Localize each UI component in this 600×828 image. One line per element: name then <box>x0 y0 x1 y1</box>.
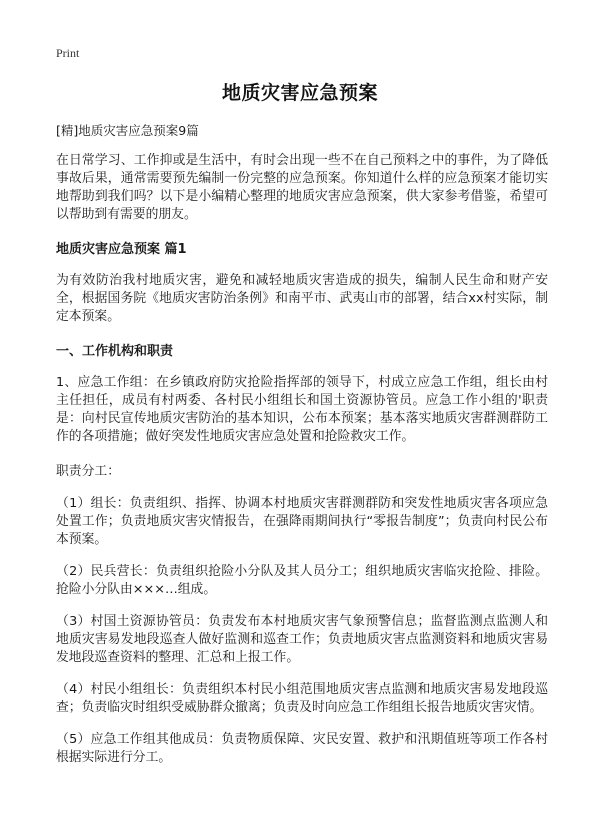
section-paragraph: 1、应急工作组：在乡镇政府防灾抢险指挥部的领导下，村成立应急工作组，组长由村主任担任，成员有村两委、各村民小组组长和国土资源协管员。应急工作小组的'职责是：向村民宣传地质灾害防治的基本知识，公布本预案；基本落实地质灾害群测群防工作的各项措施；做好突发性地质灾害应急处置和抢险救灾工作。 <box>56 375 548 444</box>
document-subtitle: [精]地质灾害应急预案9篇 <box>56 123 199 138</box>
intro-paragraph: 在日常学习、工作抑或是生活中，有时会出现一些不在自己预料之中的事件，为了降低事故后果，通常需要预先编制一份完整的应急预案。你知道什么样的应急预案才能切实地帮助到我们吗？以下是小编精心整理的地质灾害应急预案，供大家参考借鉴，希望可以帮助到有需要的朋友。 <box>56 153 548 222</box>
duty-item: （3）村国土资源协管员：负责发布本村地质灾害气象预警信息；监督监测点监测人和地质灾害易发地段巡查人做好监测和巡查工作；负责地质灾害点监测资料和地质灾害易发地段巡查资料的整理、汇总和上报工作。 <box>56 614 548 665</box>
duty-item: （5）应急工作组其他成员：负责物质保障、灾民安置、救护和汛期值班等项工作各村根据实际进行分工。 <box>56 732 548 765</box>
section-heading: 一、工作机构和职责 <box>56 344 174 359</box>
duty-item: （2）民兵营长：负责组织抢险小分队及其人员分工；组织地质灾害临灾抢险、排险。抢险小分队由×××…组成。 <box>56 564 548 597</box>
duty-item: （4）村民小组组长：负责组织本村民小组范围地质灾害点监测和地质灾害易发地段巡查；负责临灾时组织受威胁群众撤离；负责及时向应急工作组组长报告地质灾害灾情。 <box>56 682 548 715</box>
document-body <box>56 122 548 781</box>
page-title: 地质灾害应急预案 <box>221 82 378 104</box>
print-link[interactable]: Print <box>56 46 80 60</box>
duties-label: 职责分工： <box>56 464 120 479</box>
article-heading: 地质灾害应急预案 篇1 <box>56 242 187 257</box>
duty-item: （1）组长：负责组织、指挥、协调本村地质灾害群测群防和突发性地质灾害各项应急处置工作；负责地质灾害灾情报告，在强降雨期间执行“零报告制度”；负责向村民公布本预案。 <box>56 496 548 547</box>
article-intro-paragraph: 为有效防治我村地质灾害，避免和减轻地质灾害造成的损失，编制人民生命和财产安全，根据国务院《地质灾害防治条例》和南平市、武夷山市的部署，结合xx村实际，制定本预案。 <box>56 273 548 324</box>
